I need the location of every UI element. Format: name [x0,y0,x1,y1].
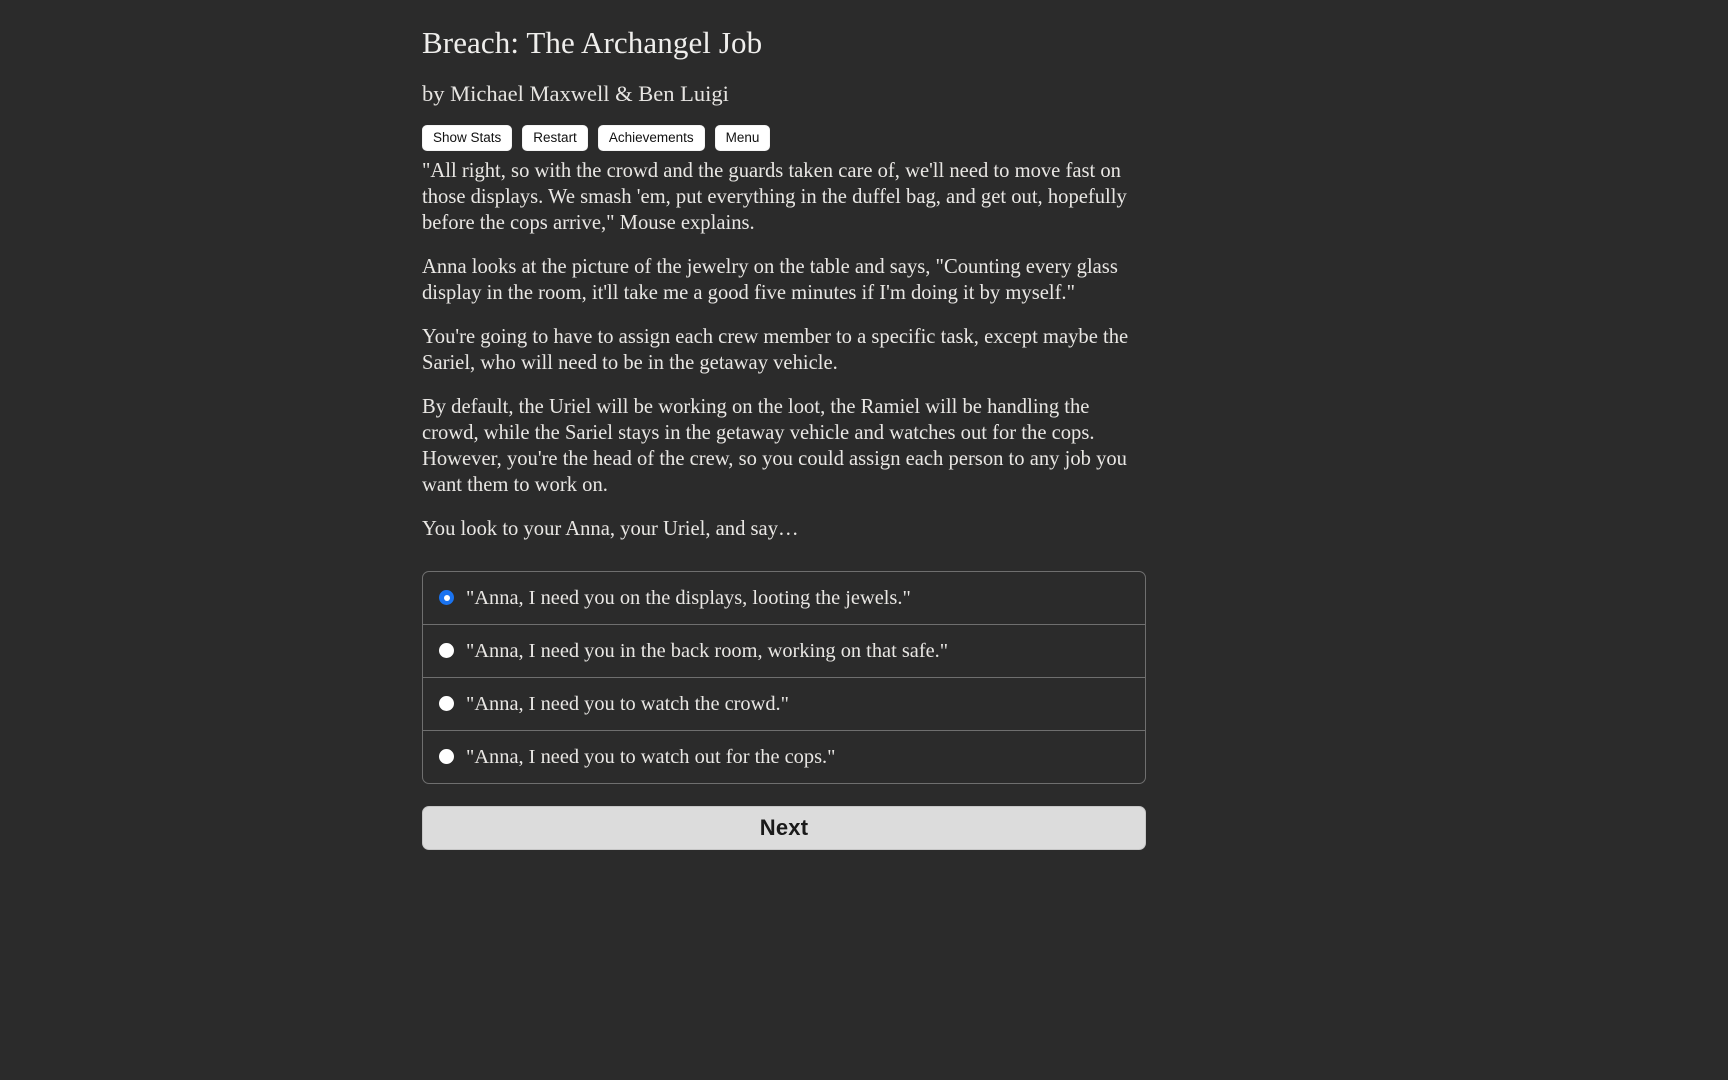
achievements-button[interactable]: Achievements [598,125,705,151]
story-paragraph: You're going to have to assign each crew member to a specific task, except maybe the Sariel, who will need to be in the getaway vehicle. [422,325,1129,374]
page-title: Breach: The Archangel Job [422,25,763,60]
choice-option[interactable] [423,731,1145,783]
toolbar [422,107,1146,145]
show-stats-button[interactable]: Show Stats [422,125,512,151]
story-paragraph: By default, the Uriel will be working on the loot, the Ramiel will be handling the crowd, while the Sariel stays in the getaway vehicle and watches out for the cops. However, you're the head of the crew, so you could assign each person to any job you want them to work on. [422,395,1127,496]
choice-option[interactable] [423,625,1145,678]
story-paragraph: "All right, so with the crowd and the guards taken care of, we'll need to move fast on those displays. We smash 'em, put everything in the duffel bag, and get out, hopefully before the cops arrive," Mouse explains. [422,159,1127,234]
choice-option[interactable] [423,678,1145,731]
restart-button[interactable]: Restart [522,125,588,151]
radio-selected-icon[interactable] [439,590,454,605]
choice-label: "Anna, I need you to watch out for the cops." [466,745,836,768]
radio-icon[interactable] [439,696,454,711]
radio-icon[interactable] [439,643,454,658]
choice-list [422,571,1146,784]
next-button[interactable]: Next [422,806,1146,850]
choice-option[interactable] [423,572,1145,625]
content-column [422,0,1146,850]
story-text [422,139,1146,542]
byline: by Michael Maxwell & Ben Luigi [422,80,729,106]
radio-icon[interactable] [439,749,454,764]
story-prompt: You look to your Anna, your Uriel, and say… [422,517,799,540]
story-paragraph: Anna looks at the picture of the jewelry on the table and says, "Counting every glass display in the room, it'll take me a good five minutes if I'm doing it by myself." [422,255,1118,304]
choice-label: "Anna, I need you in the back room, working on that safe." [466,639,949,662]
menu-button[interactable]: Menu [715,125,771,151]
choice-label: "Anna, I need you to watch the crowd." [466,692,789,715]
choice-label: "Anna, I need you on the displays, looting the jewels." [466,586,911,609]
